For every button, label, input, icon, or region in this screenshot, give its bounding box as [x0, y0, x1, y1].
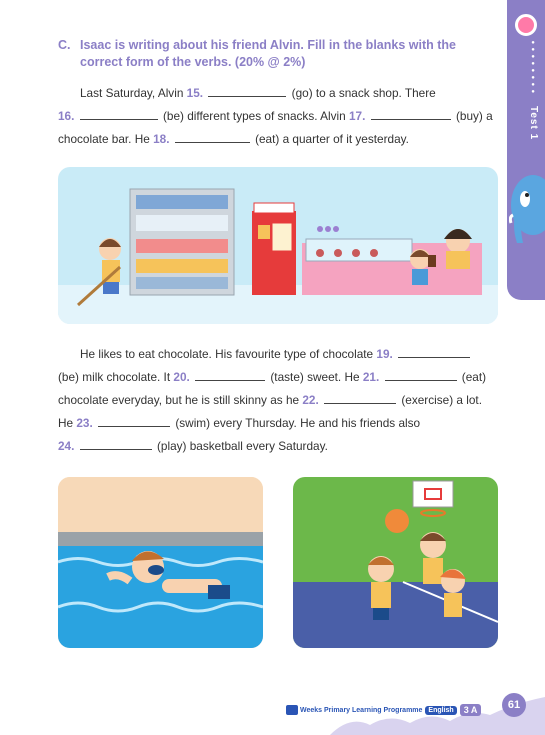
text: (be) different types of snacks. Alvin	[162, 109, 346, 123]
text: (eat) a quarter of it yesterday.	[255, 132, 409, 146]
side-tab-test-label: Test 1	[528, 105, 539, 140]
question-number: 15.	[186, 86, 204, 100]
question-number: 24.	[58, 439, 75, 453]
brand-logo-icon	[286, 705, 298, 715]
text: (be) milk chocolate. It	[58, 370, 171, 384]
swimming-boy	[58, 477, 263, 648]
question-number: 21.	[362, 370, 380, 384]
text: (buy) a	[455, 109, 493, 123]
text: (go) to a snack shop. There	[291, 86, 436, 100]
blank-22[interactable]	[324, 392, 396, 404]
footer-subject: English	[425, 706, 456, 715]
side-tab-label	[513, 40, 539, 160]
text: chocolate everyday, but he is still skinny as he	[58, 393, 300, 407]
text: (taste) sweet. He	[270, 370, 360, 384]
section-letter: C.	[58, 38, 71, 52]
footer-brand: Weeks Primary Learning Programme	[300, 706, 423, 714]
section-heading	[58, 37, 488, 71]
blank-24[interactable]	[80, 438, 152, 450]
blank-23[interactable]	[98, 415, 170, 427]
question-number: 23.	[76, 416, 93, 430]
page-footer	[0, 685, 545, 735]
side-tab-dots: ●●●●●●●●	[530, 40, 536, 96]
side-tab	[507, 0, 545, 300]
instruction-line-1: Isaac is writing about his friend Alvin. Fill in the blanks with the	[80, 38, 456, 52]
text: He likes to eat chocolate. His favourite type of chocolate	[80, 347, 374, 361]
question-number: 22.	[302, 393, 319, 407]
text: He	[58, 416, 74, 430]
basketball-kids	[293, 477, 498, 648]
blank-20[interactable]	[195, 369, 265, 381]
paragraph-2	[58, 346, 503, 461]
basketball-illustration	[293, 477, 498, 648]
elephant-icon	[509, 165, 545, 245]
text: (exercise) a lot.	[401, 393, 482, 407]
tab-circle-icon	[515, 14, 537, 36]
blank-17[interactable]	[371, 108, 451, 120]
swimming-illustration	[58, 477, 263, 648]
page-number: 61	[507, 699, 521, 711]
question-number: 17.	[348, 109, 366, 123]
blank-18[interactable]	[175, 131, 250, 143]
text: (play) basketball every Saturday.	[156, 439, 328, 453]
instruction-line-2: correct form of the verbs. (20% @ 2%)	[80, 55, 306, 69]
blank-16[interactable]	[80, 108, 158, 120]
question-number: 20.	[173, 370, 190, 384]
question-number: 19.	[376, 347, 393, 361]
question-number: 16.	[58, 109, 75, 123]
text: chocolate bar. He	[58, 132, 150, 146]
text: (swim) every Thursday. He and his friends also	[175, 416, 421, 430]
page-number-badge	[502, 693, 526, 717]
footer-grade: 3 A	[460, 704, 482, 716]
snack-shop-illustration	[58, 167, 498, 324]
paragraph-1	[58, 85, 503, 155]
text: Last Saturday, Alvin	[80, 86, 184, 100]
footer-row	[286, 702, 481, 718]
snack-shop-scene	[58, 167, 498, 324]
blank-21[interactable]	[385, 369, 457, 381]
text: (eat)	[461, 370, 487, 384]
blank-15[interactable]	[208, 85, 286, 97]
question-number: 18.	[153, 132, 170, 146]
blank-19[interactable]	[398, 346, 470, 358]
